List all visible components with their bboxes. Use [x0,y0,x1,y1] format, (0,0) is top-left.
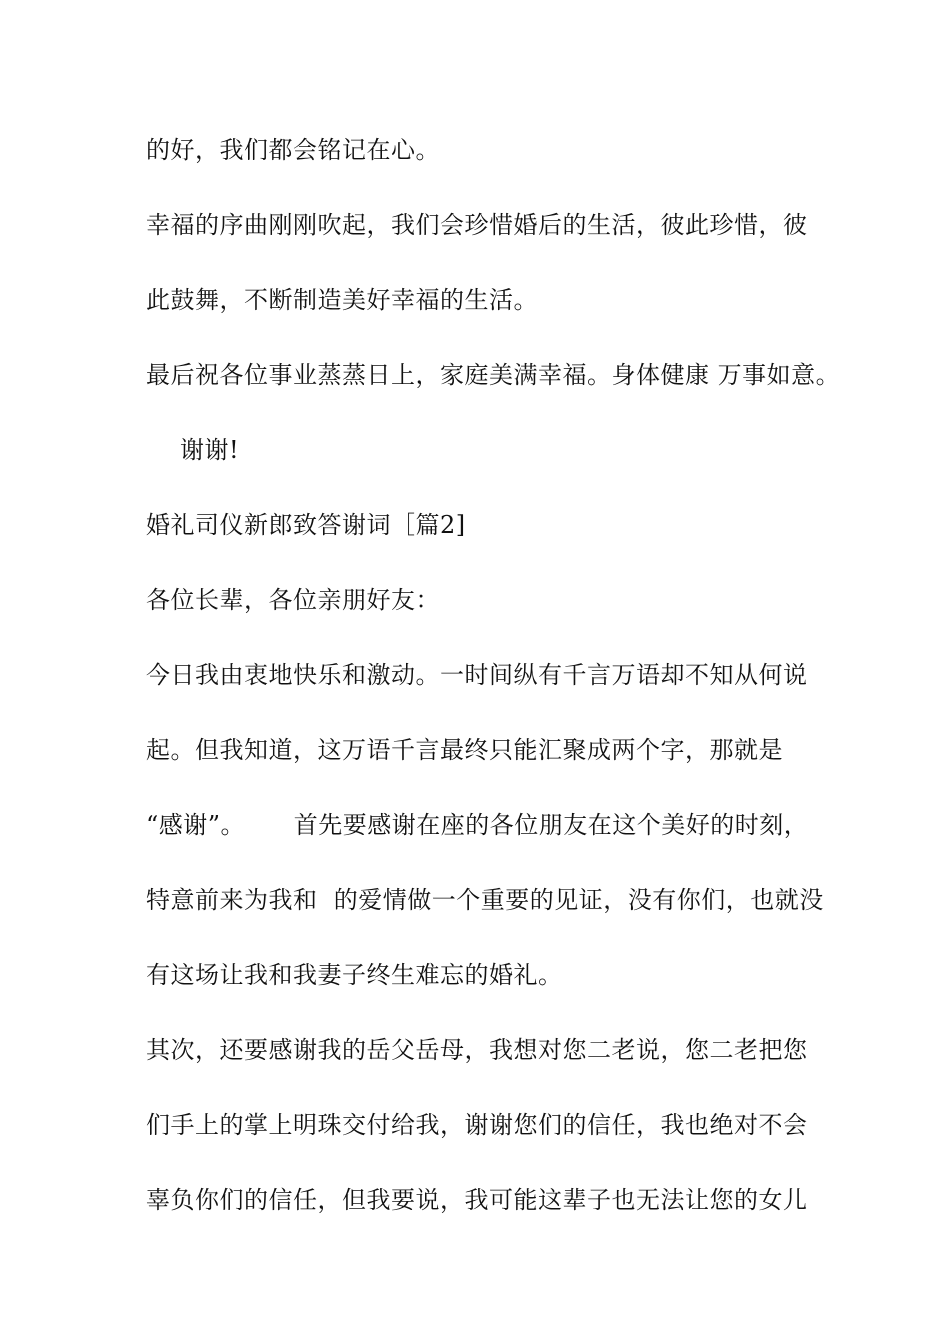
paragraph-line: 辜负你们的信任，但我要说，我可能这辈子也无法让您的女儿 [146,1186,808,1214]
paragraph-line: 起。但我知道，这万语千言最终只能汇聚成两个字，那就是 [146,736,783,764]
paragraph-line: 今日我由衷地快乐和激动。一时间纵有千言万语却不知从何说 [146,661,808,689]
paragraph-line: 们手上的掌上明珠交付给我，谢谢您们的信任，我也绝对不会 [146,1111,808,1139]
section-heading: 婚礼司仪新郎致答谢词［篇2] [146,511,466,539]
paragraph-line: 特意前来为我和 的爱情做一个重要的见证，没有你们，也就没 [146,886,824,914]
paragraph-line: 最后祝各位事业蒸蒸日上，家庭美满幸福。身体健康 万事如意。 [146,361,841,389]
paragraph-line: 有这场让我和我妻子终生难忘的婚礼。 [146,961,563,989]
paragraph-line: “感谢”。 首先要感谢在座的各位朋友在这个美好的时刻， [146,811,809,839]
paragraph-line: 其次，还要感谢我的岳父岳母，我想对您二老说，您二老把您 [146,1036,808,1064]
paragraph-line: 此鼓舞，不断制造美好幸福的生活。 [146,286,538,314]
thanks-line: 谢谢! [180,436,240,464]
paragraph-line: 幸福的序曲刚刚吹起，我们会珍惜婚后的生活，彼此珍惜，彼 [146,211,808,239]
paragraph-line: 的好，我们都会铭记在心。 [146,136,440,164]
salutation: 各位长辈，各位亲朋好友： [146,586,440,614]
